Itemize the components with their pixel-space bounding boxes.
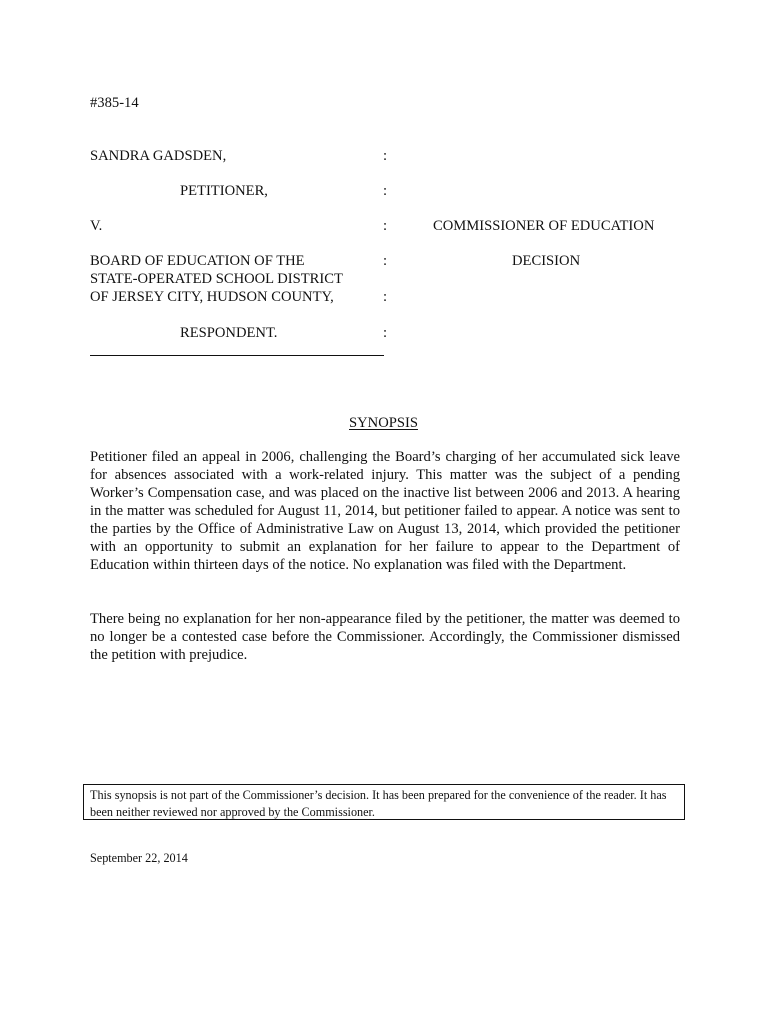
caption-separator: : (383, 325, 388, 341)
caption-separator: : (383, 148, 388, 164)
respondent-name-line: OF JERSEY CITY, HUDSON COUNTY, (90, 289, 334, 305)
disclaimer-text: This synopsis is not part of the Commissioner’s decision. It has been prepared for the convenience of the reader. It has been neither reviewed nor approved by the Commissioner. (90, 788, 667, 819)
caption-separator: : (383, 289, 388, 305)
petitioner-name: SANDRA GADSDEN, (90, 148, 227, 164)
respondent-name-line: BOARD OF EDUCATION OF THE (90, 253, 305, 269)
respondent-name-block (90, 252, 343, 306)
disclaimer-box (83, 784, 685, 820)
petitioner-role: PETITIONER, (180, 183, 268, 199)
caption-separator: : (383, 253, 388, 269)
case-number: #385-14 (90, 95, 139, 111)
caption-separator: : (383, 218, 388, 234)
decision-date: September 22, 2014 (90, 851, 188, 865)
synopsis-paragraph: There being no explanation for her non-appearance filed by the petitioner, the matter was deemed to no longer be a contested case before the Commissioner. Accordingly, the Commissioner dismissed the petition with prejudice. (90, 611, 680, 663)
versus-label: V. (90, 218, 103, 234)
decision-heading: DECISION (512, 253, 581, 269)
caption-separator: : (383, 183, 388, 199)
commissioner-heading: COMMISSIONER OF EDUCATION (433, 218, 655, 234)
respondent-role: RESPONDENT. (180, 325, 278, 341)
synopsis-paragraph: Petitioner filed an appeal in 2006, challenging the Board’s charging of her accumulated sick leave for absences associated with a work-related injury. This matter was the subject of a pending Worker’s Compensation case, and was placed on the inactive list between 2006 and 2013. A hearing in the matter was scheduled for August 11, 2014, but petitioner failed to appear. A notice was sent to the parties by the Office of Administrative Law on August 13, 2014, which provided the petitioner with an opportunity to submit an explanation for her failure to appear to the Department of Education within thirteen days of the notice. No explanation was filed with the Department. (90, 449, 680, 573)
synopsis-heading: SYNOPSIS (349, 415, 418, 431)
caption-divider (90, 355, 384, 356)
respondent-name-line: STATE-OPERATED SCHOOL DISTRICT (90, 271, 343, 287)
